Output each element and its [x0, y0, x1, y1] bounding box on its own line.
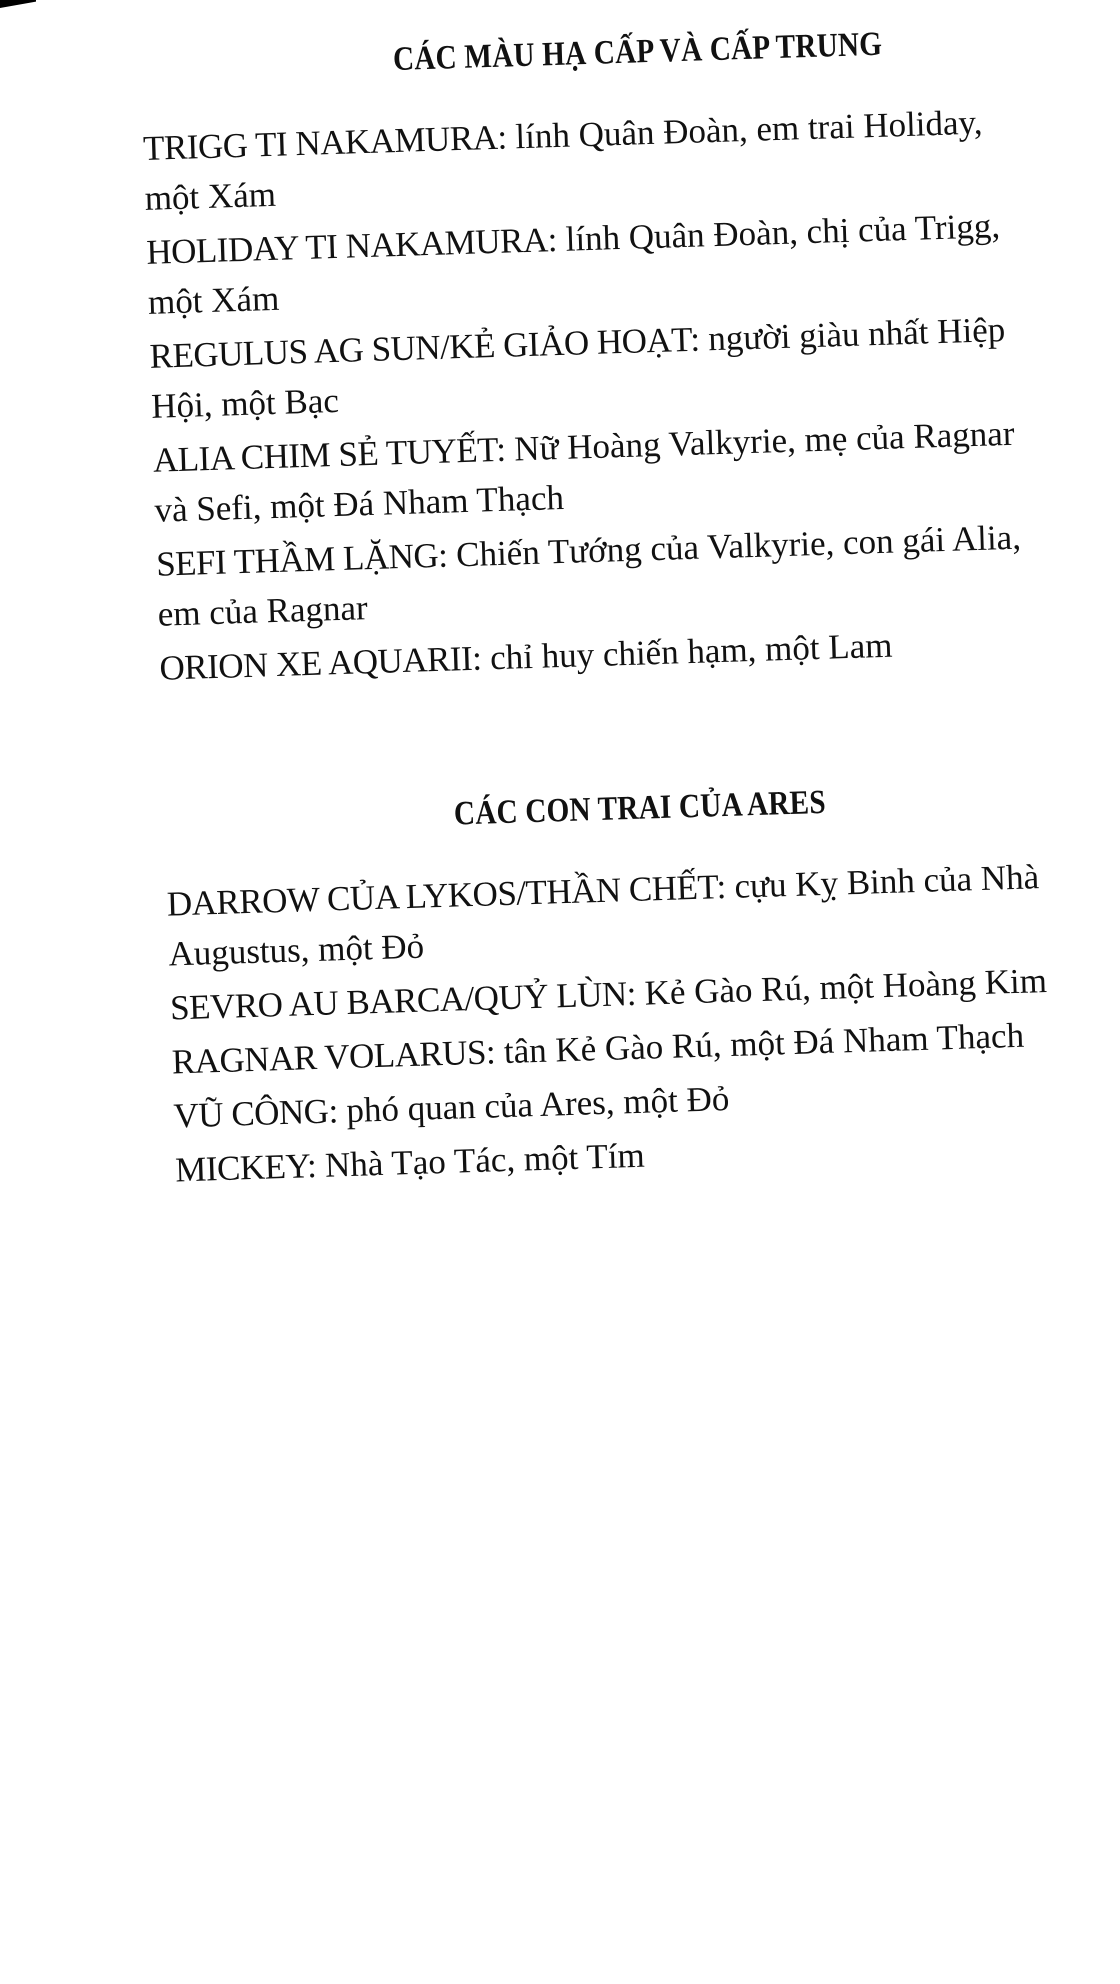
- character-desc-continued: một Xám: [144, 174, 277, 218]
- character-list-sons-of-ares: [166, 849, 1120, 1195]
- character-name: MICKEY:: [174, 1146, 317, 1190]
- character-desc: cựu Kỵ Binh của Nhà: [725, 857, 1040, 907]
- character-desc: Nhà Tạo Tác, một Tím: [315, 1135, 646, 1186]
- character-name: ORION XE AQUARII:: [158, 638, 482, 688]
- character-name: REGULUS AG SUN/KẺ GIẢO HOẠT:: [149, 319, 701, 376]
- character-desc-continued: em của Ragnar: [157, 588, 369, 634]
- character-name: SEFI THẦM LẶNG:: [155, 535, 449, 584]
- character-desc: phó quan của Ares, một Đỏ: [337, 1079, 730, 1131]
- character-list-lower-mid-colors: [142, 94, 1119, 694]
- character-desc: người giàu nhất Hiệp: [698, 309, 1006, 359]
- character-desc: tân Kẻ Gào Rú, một Đá Nham Thạch: [494, 1015, 1025, 1072]
- character-desc-continued: và Sefi, một Đá Nham Thạch: [153, 477, 565, 530]
- character-desc: lính Quân Đoàn, em trai Holiday,: [506, 102, 983, 157]
- character-desc: Chiến Tướng của Valkyrie, con gái Alia,: [446, 517, 1022, 575]
- character-name: RAGNAR VOLARUS:: [171, 1032, 496, 1082]
- section-title-lower-mid-colors: CÁC MÀU HẠ CẤP VÀ CẤP TRUNG: [392, 25, 883, 79]
- character-desc: chỉ huy chiến hạm, một Lam: [480, 625, 893, 678]
- character-desc: Kẻ Gào Rú, một Hoàng Kim: [635, 960, 1048, 1013]
- character-name: HOLIDAY TI NAKAMURA:: [145, 220, 558, 272]
- character-desc-continued: Augustus, một Đỏ: [167, 926, 425, 974]
- character-name: ALIA CHIM SẺ TUYẾT:: [152, 429, 507, 480]
- character-name: SEVRO AU BARCA/QUỶ LÙN:: [169, 973, 637, 1028]
- scan-edge-shadow: [0, 0, 36, 8]
- character-desc: lính Quân Đoàn, chị của Trigg,: [556, 206, 1001, 259]
- character-name: VŨ CÔNG:: [172, 1091, 339, 1136]
- section-title-sons-of-ares: CÁC CON TRAI CỦA ARES: [453, 783, 827, 833]
- book-page: [140, 18, 1120, 1200]
- character-name: DARROW CỦA LYKOS/THẦN CHẾT:: [166, 867, 727, 924]
- character-desc: Nữ Hoàng Valkyrie, mẹ của Ragnar: [504, 413, 1015, 469]
- character-desc-continued: Hội, một Bạc: [150, 380, 340, 426]
- character-name: TRIGG TI NAKAMURA:: [142, 117, 508, 168]
- character-desc-continued: một Xám: [147, 278, 280, 322]
